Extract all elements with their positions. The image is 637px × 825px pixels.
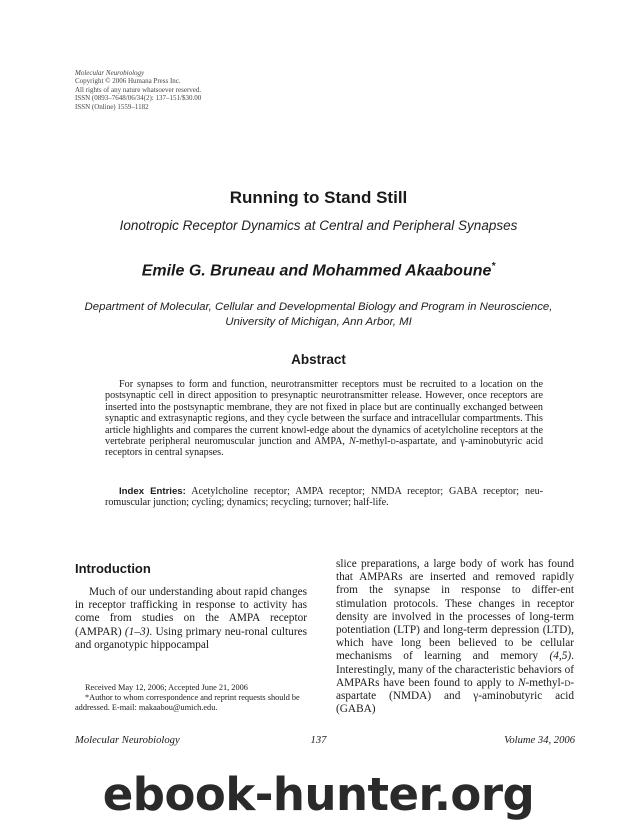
introduction-right-column: [336, 558, 574, 716]
abstract-heading: Abstract: [291, 352, 346, 367]
footer-journal: Molecular Neurobiology: [75, 735, 180, 746]
abstract-n-prefix: N: [349, 436, 356, 448]
footnote: [75, 683, 315, 713]
intro-left-text-a: Much of our understanding about rapid changes in receptor trafficking in response to activity has come from studies on the AMPA receptor (AMPAR): [75, 586, 307, 638]
footnote-received: Received May 12, 2006; Accepted June 21, 2006: [85, 683, 248, 692]
introduction-heading: Introduction: [75, 561, 151, 576]
article-subtitle: Ionotropic Receptor Dynamics at Central and Peripheral Synapses: [119, 218, 518, 233]
meta-journal-name: Molecular Neurobiology: [75, 69, 145, 77]
meta-copyright: Copyright © 2006 Humana Press Inc.: [75, 77, 181, 86]
meta-rights: All rights of any nature whatsoever reserved.: [75, 85, 202, 94]
watermark-text: ebook-hunter.org: [102, 768, 535, 821]
corresponding-author-mark: *: [491, 261, 496, 272]
abstract-part-3: -aspartate, and γ-aminobutyric acid receptors in central synapses.: [105, 436, 544, 459]
intro-left-reference: (1–3): [124, 625, 150, 638]
intro-right-text-b: . Interestingly, many of the characteristic behaviors of AMPARs have been found to apply to: [336, 650, 574, 689]
abstract-part-2: -methyl-: [355, 436, 391, 448]
abstract-text: [105, 379, 543, 459]
meta-issn-print: ISSN (0893–7648/06/34(2): 137–151/$30.00: [75, 94, 202, 103]
footer-volume: Volume 34, 2006: [504, 735, 575, 746]
article-authors: [0, 261, 637, 280]
journal-metadata: [75, 69, 201, 111]
footnote-correspondence: *Author to whom correspondence and reprint requests should be addressed. E-mail: makaabou@umich.edu.: [75, 693, 300, 712]
intro-right-n: N: [518, 676, 526, 689]
index-entries-text: Acetylcholine receptor; AMPA receptor; NMDA receptor; GABA receptor; neu-romuscular junction; cycling; dynamics; recycling; turnover; half-life.: [105, 486, 543, 509]
article-title: Running to Stand Still: [229, 188, 408, 207]
intro-right-text-a: slice preparations, a large body of work has found that AMPARs are inserted and removed rapidly from the synapse in response to differ-ent stimulation protocols. These changes in receptor density are involved in the processes of long-term potentiation (LTP) and long-term depression (LTD), which have long been believed to be cellular mechanisms of learning and memory: [336, 558, 574, 663]
meta-issn-online: ISSN (Online) 1559–1182: [75, 102, 149, 111]
abstract-part-1: For synapses to form and function, neurotransmitter receptors must be recruited to a location on the postsynaptic cell in direct apposition to presynaptic neurotransmitter release. However, once receptors are inserted into the postsynaptic membrane, they are not fixed in place but are continually exchanged between synaptic and extrasynaptic regions, and they cycle between the surface and intracellular compartments. This article highlights and compares the current knowl-edge about the dynamics of acetylcholine receptors at the vertebrate peripheral neuromuscular junction and AMPA,: [105, 379, 543, 448]
intro-left-text-b: . Using primary neu-ronal cultures and organotypic hippocampal: [75, 625, 307, 651]
index-entries: [105, 486, 543, 509]
intro-right-text-d: -aspartate (NMDA) and γ-aminobutyric acid (GABA): [336, 676, 574, 716]
author-affiliation: [60, 300, 577, 330]
author-names: Emile G. Bruneau and Mohammed Akaaboune: [141, 262, 492, 280]
abstract-d-letter: d: [390, 436, 396, 448]
affiliation-line-1: Department of Molecular, Cellular and Developmental Biology and Program in Neuroscience,: [84, 301, 553, 313]
introduction-left-column: [75, 586, 307, 652]
intro-right-text-c: -methyl-: [525, 676, 565, 689]
footer-page-number: 137: [310, 735, 327, 746]
affiliation-line-2: University of Michigan, Ann Arbor, MI: [225, 316, 412, 328]
index-entries-label: Index Entries:: [119, 486, 186, 497]
intro-right-reference: (4,5): [549, 650, 572, 663]
intro-right-d: d: [564, 676, 571, 689]
